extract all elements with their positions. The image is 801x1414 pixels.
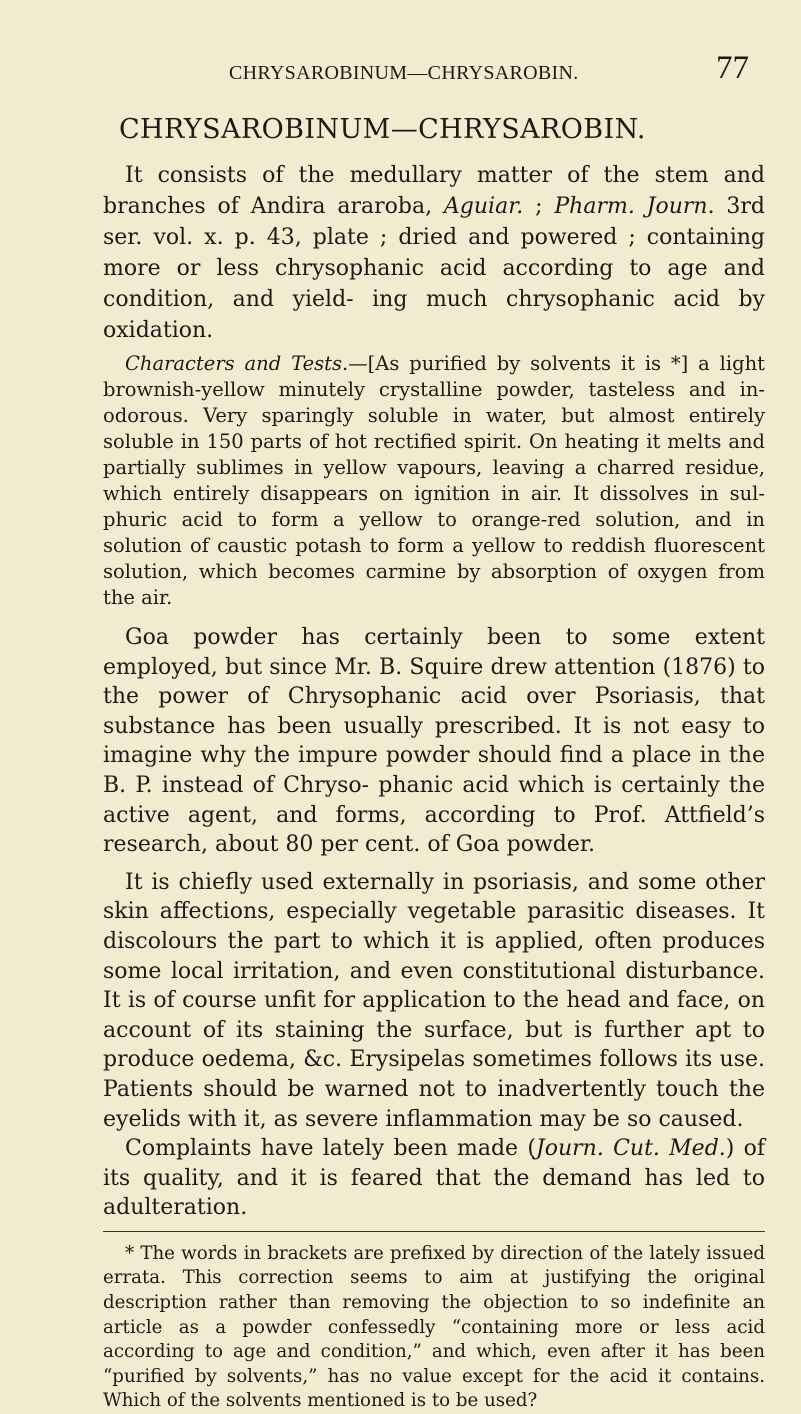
description-text-a: It consists of the medullary matter of the stem and branches of Andira araroba, [103,163,765,219]
characters-tests-text: —[As purified by solvents it is *] a light brownish-yellow minutely crystalline powder, tasteless and in- odorous. Very sparingly soluble in water, but almost entirely soluble in 150 parts of hot rectified spirit. On heating it melts and partially sublimes in yellow vapours, leaving a charred residue, which entirely disappears on ignition in air. It dissolves in sul- phuric acid to form a yellow to orange-red solution, and in solution of caustic potash to form a yellow to reddish fluorescent solution, which becomes carmine by absorption of oxygen from the air. [103,352,765,609]
citation-pharm-journ: Pharm. Journ. [554,194,715,219]
paragraph-description [103,160,765,346]
citation-aguiar: Aguiar. [443,194,524,219]
footnote: * The words in brackets are prefixed by direction of the lately issued errata. This correction seems to aim at justifying the original description rather than removing the objection to so indefinite an article as a powder confessedly “containing more or less acid according to age and condition,” and which, even after it has been “purified by solvents,” has no value except for the acid it contains. Which of the solvents mentioned is to be used? [103,1242,765,1412]
paragraph-characters-tests [103,351,765,611]
article-title: CHRYSAROBINUM—CHRYSAROBIN. [119,114,646,145]
characters-tests-heading: Characters and Tests. [125,352,349,375]
complaints-text-b: ) of its quality, and it is feared that the demand has led to adulteration. [103,1136,765,1221]
description-text-c: 3rd ser. vol. x. p. 43, plate ; dried and powered ; containing more or less chrysophanic acid according to age and condition, and yield- ing much chrysophanic acid by oxidation. [103,194,766,343]
running-head [0,42,801,92]
article [103,110,765,1414]
description-text-b: ; [523,194,555,219]
footnote-divider [103,1231,765,1232]
paragraph-uses: It is chiefly used externally in psoriasis, and some other skin affections, especially vegetable parasitic diseases. It discolours the part to which it is applied, often produces some local irritation, and even constitutional disturbance. It is of course unfit for application to the head and face, on account of its staining the surface, but is further apt to produce oedema, &c. Erysipelas sometimes follows its use. Patients should be warned not to inadvertently touch the eyelids with it, as severe inflammation may be so caused. [103,869,765,1132]
paragraph-goa-powder: Goa powder has certainly been to some extent employed, but since Mr. B. Squire drew attention (1876) to the power of Chrysophanic acid over Psoriasis, that substance has been usually prescribed. It is not easy to imagine why the impure powder should find a place in the B. P. instead of Chryso- phanic acid which is certainly the active agent, and forms, according to Prof. Attfield’s research, about 80 per cent. of Goa powder. [103,625,765,858]
paragraph-complaints [103,1134,765,1223]
running-head-title: CHRYSAROBINUM—CHRYSAROBIN. [229,62,579,84]
citation-journ-cut-med: Journ. Cut. Med. [535,1136,726,1162]
page-number: 77 [716,50,749,86]
complaints-text-a: Complaints have lately been made ( [125,1136,536,1162]
